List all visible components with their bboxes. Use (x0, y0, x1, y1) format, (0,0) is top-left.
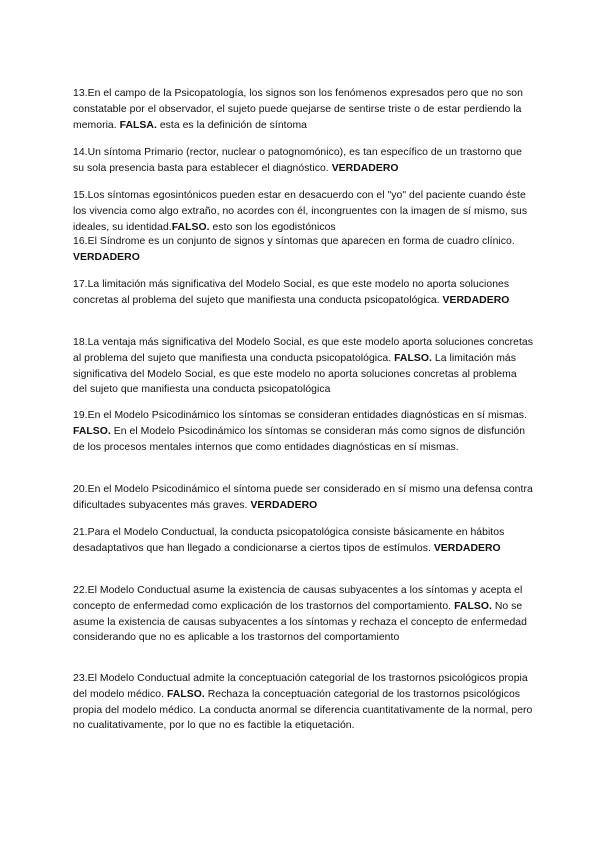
answer-verdict: FALSA. (119, 119, 157, 131)
answer-verdict: VERDADERO (331, 162, 399, 174)
question-14: 14.Un síntoma Primario (rector, nuclear o patognomónico), es tan específico de un trastorno que su sola presencia basta para establecer el diagnóstico. VERDADERO (73, 147, 522, 174)
answer-verdict: FALSO. (454, 600, 492, 612)
question-13: 13.En el campo de la Psicopatología, los signos son los fenómenos expresados pero que no son constatable por el observador, el sujeto puede quejarse de sentirse triste o de estar perdiendo la memoria. FALSA. esta es la definición de síntoma (73, 88, 523, 131)
answer-verdict: VERDADERO (442, 294, 510, 306)
answer-verdict: VERDADERO (73, 251, 140, 263)
question-16: 16.El Síndrome es un conjunto de signos y síntomas que aparecen en forma de cuadro clínico. VERDADERO (73, 236, 515, 263)
question-19: 19.En el Modelo Psicodinámico los síntomas se consideran entidades diagnósticas en sí mismas. FALSO. En el Modelo Psicodinámico los síntomas se consideran más como signos de disfunción de los procesos mentales internos que como entidades diagnósticas en sí mismas. (73, 410, 527, 453)
question-17: 17.La limitación más significativa del Modelo Social, es que este modelo no aporta soluciones concretas al problema del sujeto que manifiesta una conducta psicopatológica. VERDADERO (73, 279, 510, 306)
question-18: 18.La ventaja más significativa del Modelo Social, es que este modelo aporta soluciones concretas al problema del sujeto que manifiesta una conducta psicopatológica. FALSO. La limitación más significativa del Modelo Social, es que este modelo no aporta soluciones concretas al problema del sujeto que manifiesta una conducta psicopatológica (73, 337, 533, 396)
answer-verdict: FALSO. (394, 352, 432, 364)
answer-verdict: FALSO. (73, 425, 111, 437)
question-15: 15.Los síntomas egosintónicos pueden estar en desacuerdo con el "yo" del paciente cuando éste los vivencia como algo extraño, no acordes con él, incongruentes con la imagen de sí mismo, sus ideales, su identidad.FALSO. esto son los egodistónicos (73, 190, 528, 233)
answer-verdict: VERDADERO (433, 542, 501, 554)
answer-verdict: FALSO. (171, 221, 210, 233)
answer-verdict: VERDADERO (250, 499, 318, 511)
question-22: 22.El Modelo Conductual asume la existencia de causas subyacentes a los síntomas y acepta el concepto de enfermedad como explicación de los trastornos del comportamiento. FALSO. No se asume la existencia de causas subyacentes a los síntomas y rechaza el concepto de enfermedad considerando que no es aplicable a los trastornos del comportamiento (73, 585, 527, 644)
question-21: 21.Para el Modelo Conductual, la conducta psicopatológica consiste básicamente en hábitos desadaptativos que han llegado a condicionarse a ciertos tipos de estímulos. VERDADERO (73, 527, 505, 554)
answer-verdict: FALSO. (166, 688, 205, 700)
question-20: 20.En el Modelo Psicodinámico el síntoma puede ser considerado en sí mismo una defensa contra dificultades subyacentes más graves. VERDADERO (73, 484, 533, 511)
question-23: 23.El Modelo Conductual admite la conceptuación categorial de los trastornos psicológicos propia del modelo médico. FALSO. Rechaza la conceptuación categorial de los trastornos psicológicos propia del modelo médico. La conducta anormal se diferencia cuantitativamente de la normal, pero no cualitativamente, por lo que no es factible la etiquetación. (73, 673, 533, 732)
